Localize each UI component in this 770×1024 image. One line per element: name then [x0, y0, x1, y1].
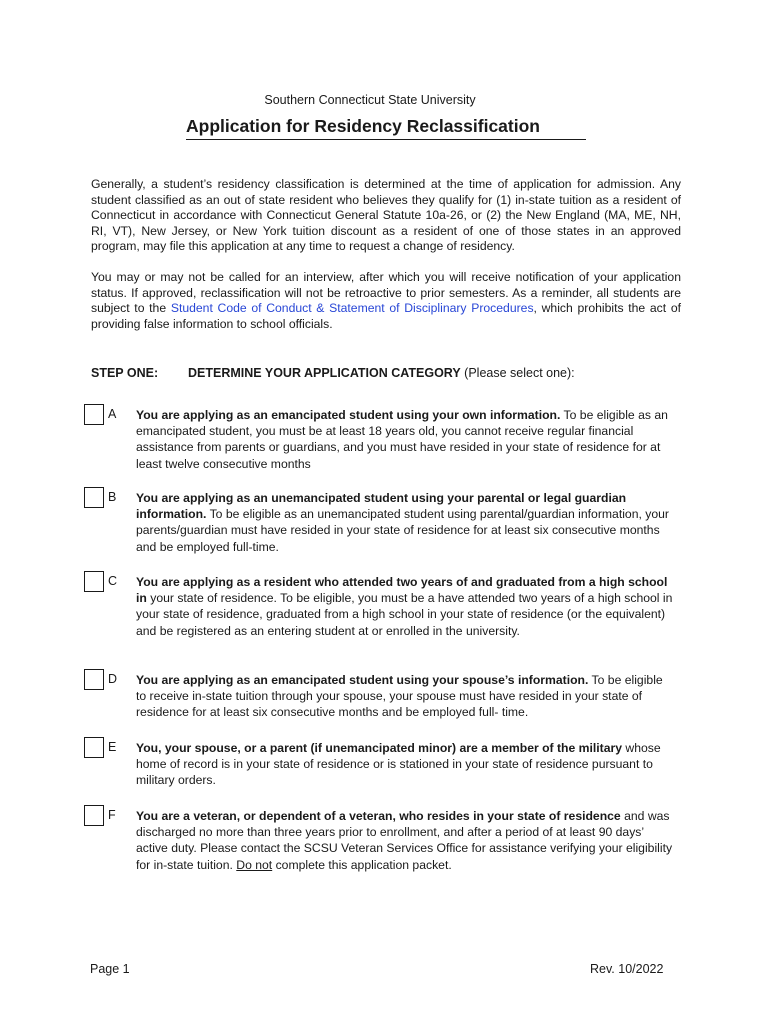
option-a-bold: You are applying as an emancipated student using your own information.: [136, 408, 561, 422]
option-d-bold: You are applying as an emancipated student using your spouse’s information.: [136, 673, 589, 687]
option-letter: B: [108, 490, 117, 504]
option-letter: A: [108, 407, 117, 421]
option-b-text: [136, 490, 676, 555]
option-b-bold: You are applying as an unemancipated student using your parental or legal guardian information.: [136, 491, 627, 522]
option-e-bold: You, your spouse, or a parent (if unemancipated minor) are a member of the military: [136, 741, 623, 755]
option-b-detail: To be eligible as an unemancipated student using parental/guardian information, your parents/guardian must have resided in your state of residence for at least six consecutive months and be employed full-time.: [136, 507, 669, 554]
step-label: STEP ONE:: [91, 366, 159, 380]
option-c-bold: You are applying as a resident who attended two years of and graduated from a high school in: [136, 575, 668, 606]
option-f-bold: You are a veteran, or dependent of a veteran, who resides in your state of residence: [136, 809, 621, 823]
step-title: DETERMINE YOUR APPLICATION CATEGORY: [188, 366, 461, 380]
option-f-checkbox[interactable]: [84, 805, 104, 826]
code-of-conduct-link[interactable]: Student Code of Conduct & Statement of Disciplinary Procedures: [170, 301, 534, 316]
option-letter: F: [108, 808, 116, 822]
step-note: (Please select one):: [460, 366, 575, 380]
step-one-heading: [91, 366, 575, 380]
option-e-text: [136, 740, 676, 789]
option-letter: D: [108, 672, 118, 686]
intro-paragraph-2: [91, 270, 681, 332]
option-letter: C: [108, 574, 118, 588]
option-f-tail: complete this application packet.: [272, 857, 452, 872]
option-letter: E: [108, 740, 117, 754]
option-c-detail: your state of residence. To be eligible, you must be a have attended two years of a high school in your state of residence, graduated from a high school in your state of residence (or the equivalent) and be registered as an entering student at or enrolled in the university.: [136, 591, 673, 638]
option-c-checkbox[interactable]: [84, 571, 104, 592]
option-a-detail: To be eligible as an emancipated student, you must be at least 18 years old, you cannot receive regular financial assistance from parents or guardians, and you must have resided in your state of residence for at least twelve consecutive months: [136, 408, 668, 471]
option-d-text: [136, 672, 676, 721]
option-c-text: [136, 574, 676, 639]
option-e-detail: whose home of record is in your state of residence or is stationed in your state of residence pursuant to military orders.: [136, 741, 661, 788]
option-b-checkbox[interactable]: [84, 487, 104, 508]
page-number: Page 1: [90, 962, 130, 976]
revision-date: Rev. 10/2022: [590, 962, 664, 976]
page-title: Application for Residency Reclassification: [186, 116, 586, 140]
option-f-underlined: Do not: [236, 857, 273, 872]
option-d-checkbox[interactable]: [84, 669, 104, 690]
option-f-text: [136, 808, 676, 873]
university-name: Southern Connecticut State University: [264, 93, 476, 107]
intro-p2-tail: , which prohibits the act of providing false information to school officials.: [91, 301, 681, 331]
option-f-detail: and was discharged no more than three years prior to enrollment, and after a period of at least 90 days’ active duty. Please contact the SCSU Veteran Services Office for assistance verifying your eligibility for in-state tuition.: [136, 809, 673, 872]
option-a-checkbox[interactable]: [84, 404, 104, 425]
option-a-text: [136, 407, 676, 472]
intro-p2-text: You may or may not be called for an interview, after which you will receive notification of your application status. If approved, reclassification will not be retroactive to prior semesters. As a reminder, all students are subject to the: [91, 270, 681, 316]
option-d-detail: To be eligible to receive in-state tuition through your spouse, your spouse must have resided in your state of residence for at least six consecutive months and be employed full- time.: [136, 673, 663, 720]
intro-paragraph-1: Generally, a student’s residency classification is determined at the time of application for admission. Any student classified as an out of state resident who believes they qualify for (1) in-state tuition as a resident of Connecticut in accordance with Connecticut General Statute 10a-26, or (2) the New England (MA, ME, NH, RI, VT), New Jersey, or New York tuition discount as a resident of one of those states in an approved program, may file this application at any time to request a change of residency.: [91, 177, 681, 254]
option-e-checkbox[interactable]: [84, 737, 104, 758]
